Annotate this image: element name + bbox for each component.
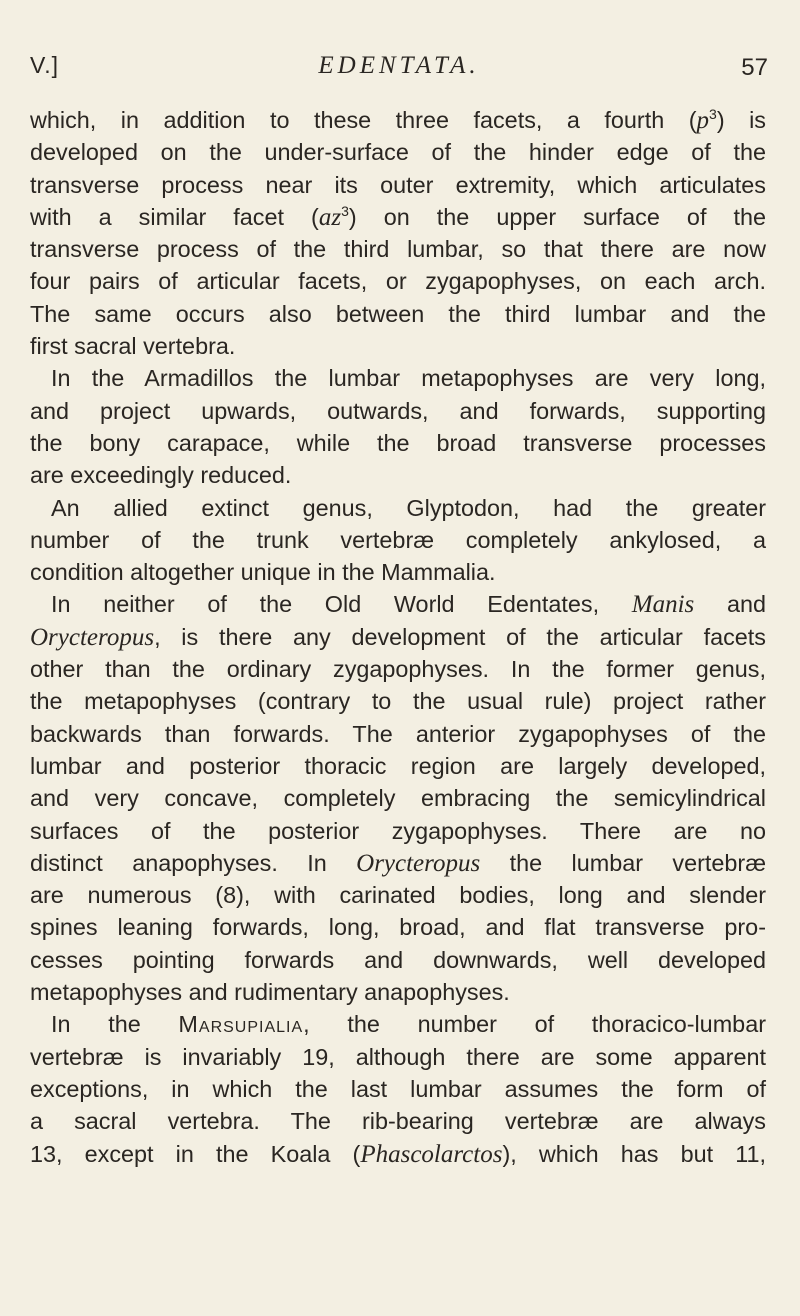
line-text: the bony carapace, while the broad transverse processes: [30, 429, 766, 456]
line-text: and project upwards, outwards, and forwards, supporting: [30, 397, 766, 424]
line-text: are exceedingly reduced.: [30, 462, 292, 489]
italic-term: Phascolarctos: [360, 1140, 503, 1168]
text-line: [30, 1138, 766, 1170]
line-text: In neither of the Old World Edentates,: [51, 591, 632, 618]
text-line: [30, 621, 766, 653]
text-line: [30, 427, 766, 459]
line-text: surfaces of the posterior zygapophyses. There are no: [30, 817, 766, 844]
superscript: 3: [709, 106, 717, 122]
line-text: condition altogether unique in the Mammalia.: [30, 559, 496, 586]
text-line: [30, 815, 766, 847]
line-text: other than the ordinary zygapophyses. In the former genus,: [30, 656, 766, 683]
text-line: [30, 330, 766, 362]
text-line: [30, 556, 766, 588]
italic-term: Manis: [631, 591, 695, 619]
line-text: transverse process near its outer extremity, which articulates: [30, 171, 766, 198]
text-line: [30, 136, 766, 168]
text-line: [30, 1105, 766, 1137]
text-line: [30, 685, 766, 717]
text-line: [30, 169, 766, 201]
text-line: [30, 879, 766, 911]
line-text: and: [694, 591, 766, 618]
text-line: [30, 976, 766, 1008]
line-text: exceptions, in which the last lumbar assumes the form of: [30, 1075, 766, 1102]
line-text: ) on the upper surface of the: [348, 203, 766, 230]
text-line: [30, 653, 766, 685]
line-text: The same occurs also between the third lumbar and the: [30, 300, 766, 327]
italic-term: Orycteropus: [30, 623, 155, 651]
line-text: In the: [51, 1011, 179, 1038]
line-text: lumbar and posterior thoracic region are largely developed,: [30, 752, 766, 779]
line-text: the metapophyses (contrary to the usual rule) project rather: [30, 688, 766, 715]
line-text: backwards than forwards. The anterior zygapophyses of the: [30, 720, 766, 747]
line-text: In the Armadillos the lumbar metapophyses are very long,: [51, 365, 766, 392]
text-line: [30, 265, 766, 297]
line-text: , is there any development of the articular facets: [154, 623, 766, 650]
text-line: [30, 104, 766, 136]
line-text: number of the trunk vertebræ completely ankylosed, a: [30, 526, 766, 553]
line-text: four pairs of articular facets, or zygapophyses, on each arch.: [30, 268, 766, 295]
text-line: [30, 718, 766, 750]
text-line: [30, 459, 766, 491]
line-text: with a similar facet (: [30, 203, 319, 230]
line-text: are numerous (8), with carinated bodies, long and slender: [30, 882, 766, 909]
text-line: [30, 233, 766, 265]
text-line: [30, 750, 766, 782]
superscript: 3: [341, 202, 349, 219]
text-line: [30, 911, 766, 943]
line-text: first sacral vertebra.: [30, 333, 236, 360]
italic-term: Orycteropus: [356, 849, 481, 877]
line-text: which, in addition to these three facets, a fourth (: [30, 107, 697, 133]
italic-term: p: [696, 107, 710, 134]
page-number: 57: [741, 54, 768, 81]
text-line: [30, 1041, 766, 1073]
line-text: metapophyses and rudimentary anapophyses.: [30, 979, 510, 1006]
text-line: [30, 1008, 766, 1040]
text-line: [30, 1073, 766, 1105]
line-text: spines leaning forwards, long, broad, and flat transverse pro-: [30, 914, 766, 941]
line-text: and very concave, completely embracing the semicylindrical: [30, 785, 766, 812]
text-line: [30, 588, 766, 620]
text-line: [30, 492, 766, 524]
text-line: [30, 362, 766, 394]
line-text: transverse process of the third lumbar, so that there are now: [30, 236, 766, 263]
line-text: distinct anapophyses. In: [30, 849, 357, 876]
text-line: [30, 395, 766, 427]
line-text: cesses pointing forwards and downwards, well developed: [30, 946, 766, 973]
line-text: ) is: [716, 107, 766, 133]
page-header: [30, 52, 768, 92]
line-text: vertebræ is invariably 19, although there are some apparent: [30, 1043, 766, 1070]
body-text: [30, 104, 766, 1170]
text-line: [30, 944, 766, 976]
text-line: [30, 847, 766, 879]
line-text: a sacral vertebra. The rib-bearing vertebræ are always: [30, 1108, 766, 1135]
line-text: ), which has but 11,: [502, 1140, 766, 1167]
text-line: [30, 524, 766, 556]
chapter-number: V.]: [30, 52, 60, 78]
line-text: the lumbar vertebræ: [480, 849, 766, 876]
text-line: [30, 782, 766, 814]
line-text: 13, except in the Koala (: [30, 1140, 361, 1167]
italic-term: az: [318, 203, 342, 231]
text-line: [30, 298, 766, 330]
line-text: , the number of thoracico-lumbar: [303, 1011, 766, 1038]
line-text: developed on the under-surface of the hinder edge of the: [30, 139, 766, 166]
line-text: An allied extinct genus, Glyptodon, had the greater: [51, 494, 766, 521]
text-line: [30, 201, 766, 233]
small-caps-term: Marsupialia: [178, 1011, 304, 1038]
running-title: EDENTATA.: [318, 52, 480, 79]
